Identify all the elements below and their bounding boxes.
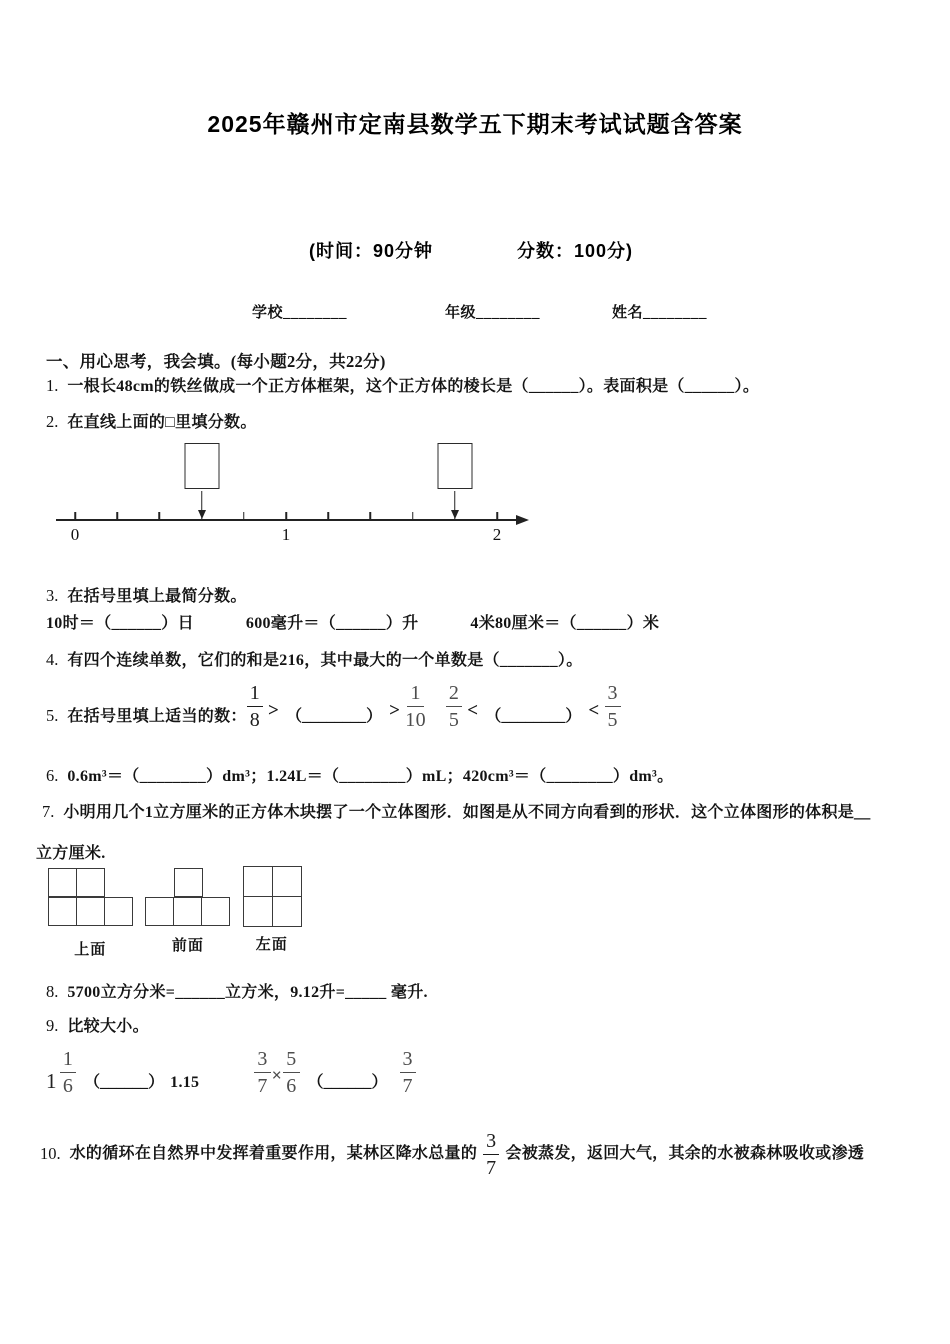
question-2 xyxy=(46,410,257,434)
question-3-number: 3. xyxy=(46,586,59,605)
view-figure-front xyxy=(145,868,231,955)
view-cell xyxy=(48,897,77,926)
fill-in-box xyxy=(437,443,472,489)
question-8-number: 8. xyxy=(46,982,59,1001)
greater-than-sign: > xyxy=(268,700,280,722)
view-cell xyxy=(76,897,105,926)
question-1-number: 1. xyxy=(46,376,59,395)
view-cell-empty xyxy=(202,868,231,897)
down-arrow-icon xyxy=(451,510,459,519)
question-5-blank-2: （________） xyxy=(485,707,582,725)
view-row xyxy=(243,896,301,926)
question-7-text-line1: 小明用几个1立方厘米的正方体木块摆了一个立体图形．如图是从不同方向看到的形状．这个立体图形的体积是＿ xyxy=(63,804,871,821)
number-line-label: 0 xyxy=(70,525,80,544)
question-1-value: 48cm xyxy=(116,378,154,395)
number-line-arrowhead-icon xyxy=(516,515,529,525)
question-4-text-2: ，其中最大的一个单数是（_______）。 xyxy=(304,652,583,669)
question-8 xyxy=(46,980,428,1004)
number-line-figure xyxy=(56,441,546,551)
question-10-text-2: 会被蒸发，返回大气，其余的水被森林吸收或渗透 xyxy=(505,1145,865,1163)
question-1-text-2: 的铁丝做成一个正方体框架，这个正方体的棱长是（______）。表面积是（______）。 xyxy=(153,378,760,395)
view-cell xyxy=(173,897,202,926)
question-3-item-ml: 600毫升＝（______）升 xyxy=(245,615,419,632)
number-line-tick xyxy=(370,512,372,520)
fraction-3-5: $\frac{3}{5}$ xyxy=(605,682,621,730)
view-row xyxy=(48,868,133,897)
number-line-tick xyxy=(285,512,287,520)
question-6-number: 6. xyxy=(46,766,59,785)
question-9-number: 9. xyxy=(46,1016,59,1035)
question-4-number: 4. xyxy=(46,650,59,669)
less-than-sign: < xyxy=(467,700,479,722)
view-cell-empty xyxy=(104,868,133,897)
question-10-number: 10. xyxy=(40,1144,61,1164)
view-row xyxy=(48,897,133,925)
question-4-text: 有四个连续单数，它们的和是 xyxy=(67,652,280,669)
greater-than-sign-2: > xyxy=(389,700,401,722)
question-10-text: 水的循环在自然界中发挥着重要作用，某林区降水总量的 xyxy=(69,1145,478,1163)
question-5-number: 5. xyxy=(46,705,59,725)
view-grid-left xyxy=(243,866,301,926)
question-1 xyxy=(46,374,759,398)
question-9-blank-1: （______） xyxy=(84,1073,165,1091)
question-10 xyxy=(40,1126,864,1182)
view-cell xyxy=(76,868,105,897)
grade-field: 年级________ xyxy=(445,305,541,321)
view-grid-front xyxy=(145,868,231,925)
exam-score-label: 分数：100分) xyxy=(517,241,634,261)
fraction-3-7: $\frac{3}{7}$ xyxy=(254,1048,270,1096)
question-3-item-hours: 10时＝（______）日 xyxy=(46,615,194,632)
number-line-tick xyxy=(243,512,245,520)
question-9-blank-2: （______） xyxy=(307,1073,388,1091)
view-cell xyxy=(243,896,273,927)
number-line-tick xyxy=(159,512,161,520)
fraction-5-6: $\frac{5}{6}$ xyxy=(283,1048,299,1096)
view-label-left: 左面 xyxy=(255,936,288,953)
question-4 xyxy=(46,648,583,672)
question-5-lead: 5. 在括号里填上适当的数： xyxy=(46,705,247,725)
fill-in-box xyxy=(184,443,219,489)
view-label-top: 上面 xyxy=(74,941,107,958)
view-cell xyxy=(243,866,273,897)
question-2-text: 在直线上面的□里填分数。 xyxy=(67,414,257,431)
fraction-1-6: $\frac{1}{6}$ xyxy=(60,1048,76,1096)
number-line-axis xyxy=(56,519,518,521)
fraction-3-7-rhs: $\frac{3}{7}$ xyxy=(400,1048,416,1096)
question-3-items xyxy=(46,612,659,635)
number-line-label: 1 xyxy=(281,525,291,544)
question-9-expressions xyxy=(46,1040,416,1096)
question-2-number: 2. xyxy=(46,412,59,431)
question-8-text: 5700立方分米=______立方米，9.12升=_____ 毫升. xyxy=(67,984,428,1001)
fraction-3-7-q10: $\frac{3}{7}$ xyxy=(483,1130,499,1178)
view-cell-empty xyxy=(145,868,174,897)
question-9-text: 比较大小。 xyxy=(67,1018,149,1035)
multiply-sign: × xyxy=(271,1064,283,1085)
view-cell xyxy=(272,896,302,927)
school-field: 学校________ xyxy=(252,305,348,321)
number-line-tick xyxy=(327,512,329,520)
question-3 xyxy=(46,584,247,608)
less-than-sign-2: < xyxy=(588,700,600,722)
question-9 xyxy=(46,1014,149,1038)
view-row xyxy=(243,866,301,896)
question-6 xyxy=(46,764,673,788)
fraction-1-10: $\frac{1}{10}$ xyxy=(405,682,426,731)
question-5-blank-1: （________） xyxy=(286,707,383,725)
number-line-label: 2 xyxy=(492,525,502,544)
view-cell xyxy=(272,866,302,897)
view-cell xyxy=(104,897,133,926)
fraction-2-5: $\frac{2}{5}$ xyxy=(446,682,462,730)
view-cell xyxy=(48,868,77,897)
question-6-text: 0.6m³＝（________）dm³；1.24L＝（________）mL；420cm³＝（________）dm³。 xyxy=(67,768,674,785)
question-5 xyxy=(46,672,621,730)
down-arrow-icon xyxy=(198,510,206,519)
view-figure-left xyxy=(243,866,301,954)
exam-time-label: (时间：90分钟 xyxy=(309,241,434,261)
down-arrow-stem xyxy=(454,491,456,511)
view-cell xyxy=(174,868,203,897)
down-arrow-stem xyxy=(201,491,203,511)
question-4-value: 216 xyxy=(279,652,305,669)
question-9-decimal: 1.15 xyxy=(170,1073,200,1091)
number-line-tick xyxy=(116,512,118,520)
question-7-text-line2: 立方厘米. xyxy=(36,845,106,862)
view-cell xyxy=(145,897,174,926)
page-title: 2025年赣州市定南县数学五下期末考试试题含答案 xyxy=(207,111,743,137)
view-cell xyxy=(201,897,230,926)
section-1-heading: 一、用心思考，我会填。(每小题2分，共22分) xyxy=(46,352,386,371)
view-label-front: 前面 xyxy=(171,937,204,954)
view-row xyxy=(145,868,231,897)
mixed-number-whole: 1 xyxy=(46,1068,57,1093)
view-figure-top xyxy=(48,868,133,959)
name-field: 姓名________ xyxy=(612,305,708,321)
number-line-tick xyxy=(412,512,414,520)
number-line-tick xyxy=(74,512,76,520)
question-3-item-meters: 4米80厘米＝（______）米 xyxy=(470,615,660,632)
question-3-text: 在括号里填上最简分数。 xyxy=(67,588,247,605)
view-row xyxy=(145,897,231,925)
question-7-number: 7. xyxy=(42,802,55,821)
number-line-tick xyxy=(496,512,498,520)
question-1-text: 一根长 xyxy=(67,378,117,395)
fraction-1-8: $\frac{1}{8}$ xyxy=(247,682,263,730)
view-grid-top xyxy=(48,868,133,925)
question-7 xyxy=(42,800,922,824)
